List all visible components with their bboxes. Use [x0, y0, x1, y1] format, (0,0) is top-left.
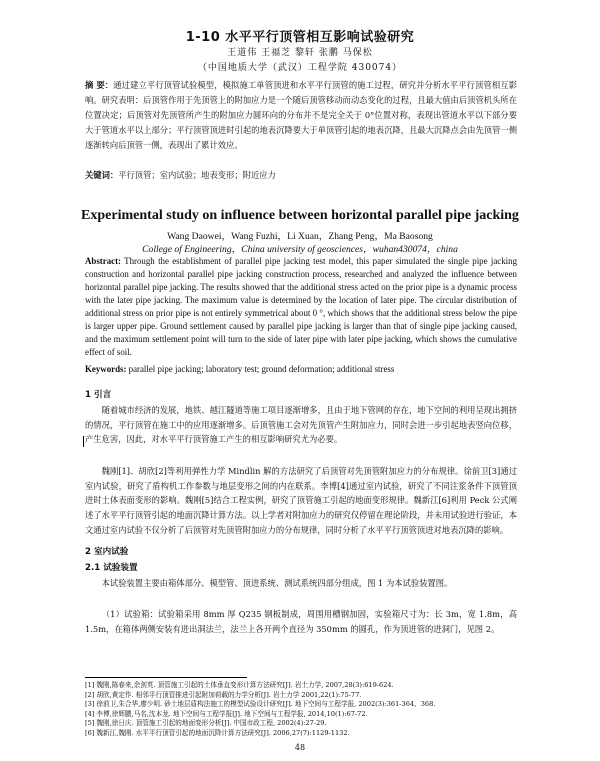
keywords-en — [85, 363, 517, 376]
reference-item: [1] 魏刚,陈春来,余剑英. 顶管施工引起的土体垂直变形计算方法研究[J]. 岩土力学, 2007,28(3):619-624. — [85, 681, 394, 689]
keywords-cn-label: 关键词： — [85, 170, 119, 180]
keywords-cn-text: 平行顶管；室内试验；地表变形；附近应力 — [118, 170, 276, 180]
revision-bar — [83, 436, 84, 447]
references-list — [85, 681, 525, 739]
authors-en: Wang Daowei，Wang Fuzhi，Li Xuan，Zhang Peng，Ma Baosong — [167, 231, 433, 242]
paper-title-en: Experimental study on influence between horizontal parallel pipe jacking — [81, 208, 519, 223]
intro-paragraph-2: 魏刚[1]、胡欣[2]等利用弹性力学 Mindlin 解的方法研究了后顶管对先顶管附加应力的分布规律。徐前卫[3]通过室内试验，研究了盾构机工作参数与地层变形之间的内在联系。李博[4]通过室内试验，研究了不同注浆条件下顶管顶进时土体表面变形的影响。魏刚[5]结合工程实例，研究了顶管施工引起的地面变形规律。魏新江[6]利用 Peck 公式阐述了水平平行顶管引起的地面沉降计算方法。以上学者对附加应力的研究仅停留在理论阶段，并未用试验进行验证，本文通过室内试验不仅分析了后顶管对先顶管附加应力的分布规律，同时分析了水平平行顶管顶进对地表沉降的影响。 — [85, 466, 517, 535]
abstract-en-label: Abstract: — [85, 256, 121, 266]
reference-item: [6] 魏新江,魏刚. 水平平行顶管引起的地面沉降计算方法研究[J]. 2006,27(7):1129-1132. — [85, 728, 350, 737]
reference-item: [2] 胡欣,黄定作. 相邻平行顶管推进引起附加荷载的力学分析[J]. 岩土力学 2001,22(1):75-77. — [85, 690, 362, 699]
footnote-rule — [85, 677, 247, 678]
keywords-cn — [85, 168, 517, 183]
keywords-en-text: parallel pipe jacking; laboratory test; ground deformation; additional stress — [128, 364, 395, 374]
abstract-cn-label: 摘 要： — [85, 80, 114, 90]
abstract-cn-text: 通过建立平行顶管试验模型，模拟施工单管顶进和水平平行顶管的施工过程，研究并分析水平平行顶管相互影响。研究表明：后顶管作用于先顶管上的附加应力是一个随后顶管移动而动态变化的过程，且最大值由后顶管机头所在位置决定；后顶管对先顶管所产生的附加应力圆环向的分布并不是完全关于 0°位置对称，表现出管道水平以下部分要大于管道水平以上部分；平行顶管顶进时引起的地表沉降要大于单顶管引起的地表沉降，且最大沉降点会由先顶管一侧逐渐转向后顶管一侧，表现出了累计效应。 — [85, 80, 517, 150]
device-paragraph-2: （1）试验箱：试验箱采用 8mm 厚 Q235 钢板制成，周围用槽钢加固，实验箱尺寸为：长 3m，宽 1.8m，高 1.5m，在箱体两侧安装有进出洞法兰，法兰上各开两个直径为 350mm 的圆孔，作为顶进管的进洞门，见图 2。 — [85, 609, 517, 634]
affiliation-cn: （中国地质大学（武汉）工程学院 430074） — [197, 63, 403, 73]
subsection-heading-device: 2.1 试验装置 — [85, 563, 138, 573]
reference-item: [3] 徐前卫,朱合华,廖少明. 砂土地层盾构法施工的模型试验设计研究[J]. 地下空间与工程学报, 2002(3):361-364、368. — [85, 700, 436, 709]
reference-item: [4] 李博,徐辉鹏,马名,沈本龙. 地下空间与工程学报[J]. 地下空间与工程学报, 2014,10(1):67-72. — [85, 709, 368, 718]
section-heading-lab-test: 2 室内试验 — [85, 547, 129, 557]
abstract-en-text: Through the establishment of parallel pipe jacking test model, this paper simulated the single pipe jacking construction and horizontal parallel pipe jacking construction process, researched and analyzed the influence between horizontal parallel pipe jacking. The results showed that the additional stress acted on the prior pipe is a dynamic process with the later pipe jacking. The maximum value is determined by the location of later pipe. The circular distribution of additional stress on prior pipe is not entirely symmetrical about 0 °, which shows that the additional stress below the pipe is larger upper pipe. Ground settlement caused by parallel pipe jacking is larger than that of single pipe jacking caused, and the maximum settlement point will turn to the side of later pipe with later pipe jacking, which shows the cumulative effect of soil. — [85, 256, 518, 358]
device-paragraph-1: 本试验装置主要由箱体部分、模型管、顶进系统、测试系统四部分组成，图 1 为本试验装置图。 — [101, 578, 453, 588]
abstract-cn — [85, 78, 517, 153]
affiliation-en: College of Engineering，China university of geosciences，wuhan430074，china — [142, 244, 458, 255]
paper-title-cn: 1-10 水平平行顶管相互影响试验研究 — [185, 30, 415, 45]
section-heading-intro: 1 引言 — [85, 390, 112, 400]
keywords-en-label: Keywords: — [85, 364, 127, 374]
reference-item: [5] 魏刚,徐日庆. 顶管施工引起的地面变形分析[J]. 中国市政工程, 2002(4):27-29. — [85, 719, 327, 728]
intro-paragraph-1: 随着城市经济的发展，地铁、越江隧道等施工项目逐渐增多，且由于地下管网的存在，地下空间的利用呈现出拥挤的情况，平行顶管在施工中的应用逐渐增多。后顶管施工会对先顶管产生附加应力，同时会进一步引起地表竖向位移，产生危害，因此，对水平平行顶管施工产生的相互影响研究尤为必要。 — [85, 405, 517, 445]
abstract-en — [85, 255, 517, 359]
authors-cn: 王道伟 王福芝 黎轩 张鹏 马保松 — [227, 48, 373, 58]
page-number: 48 — [294, 743, 306, 752]
